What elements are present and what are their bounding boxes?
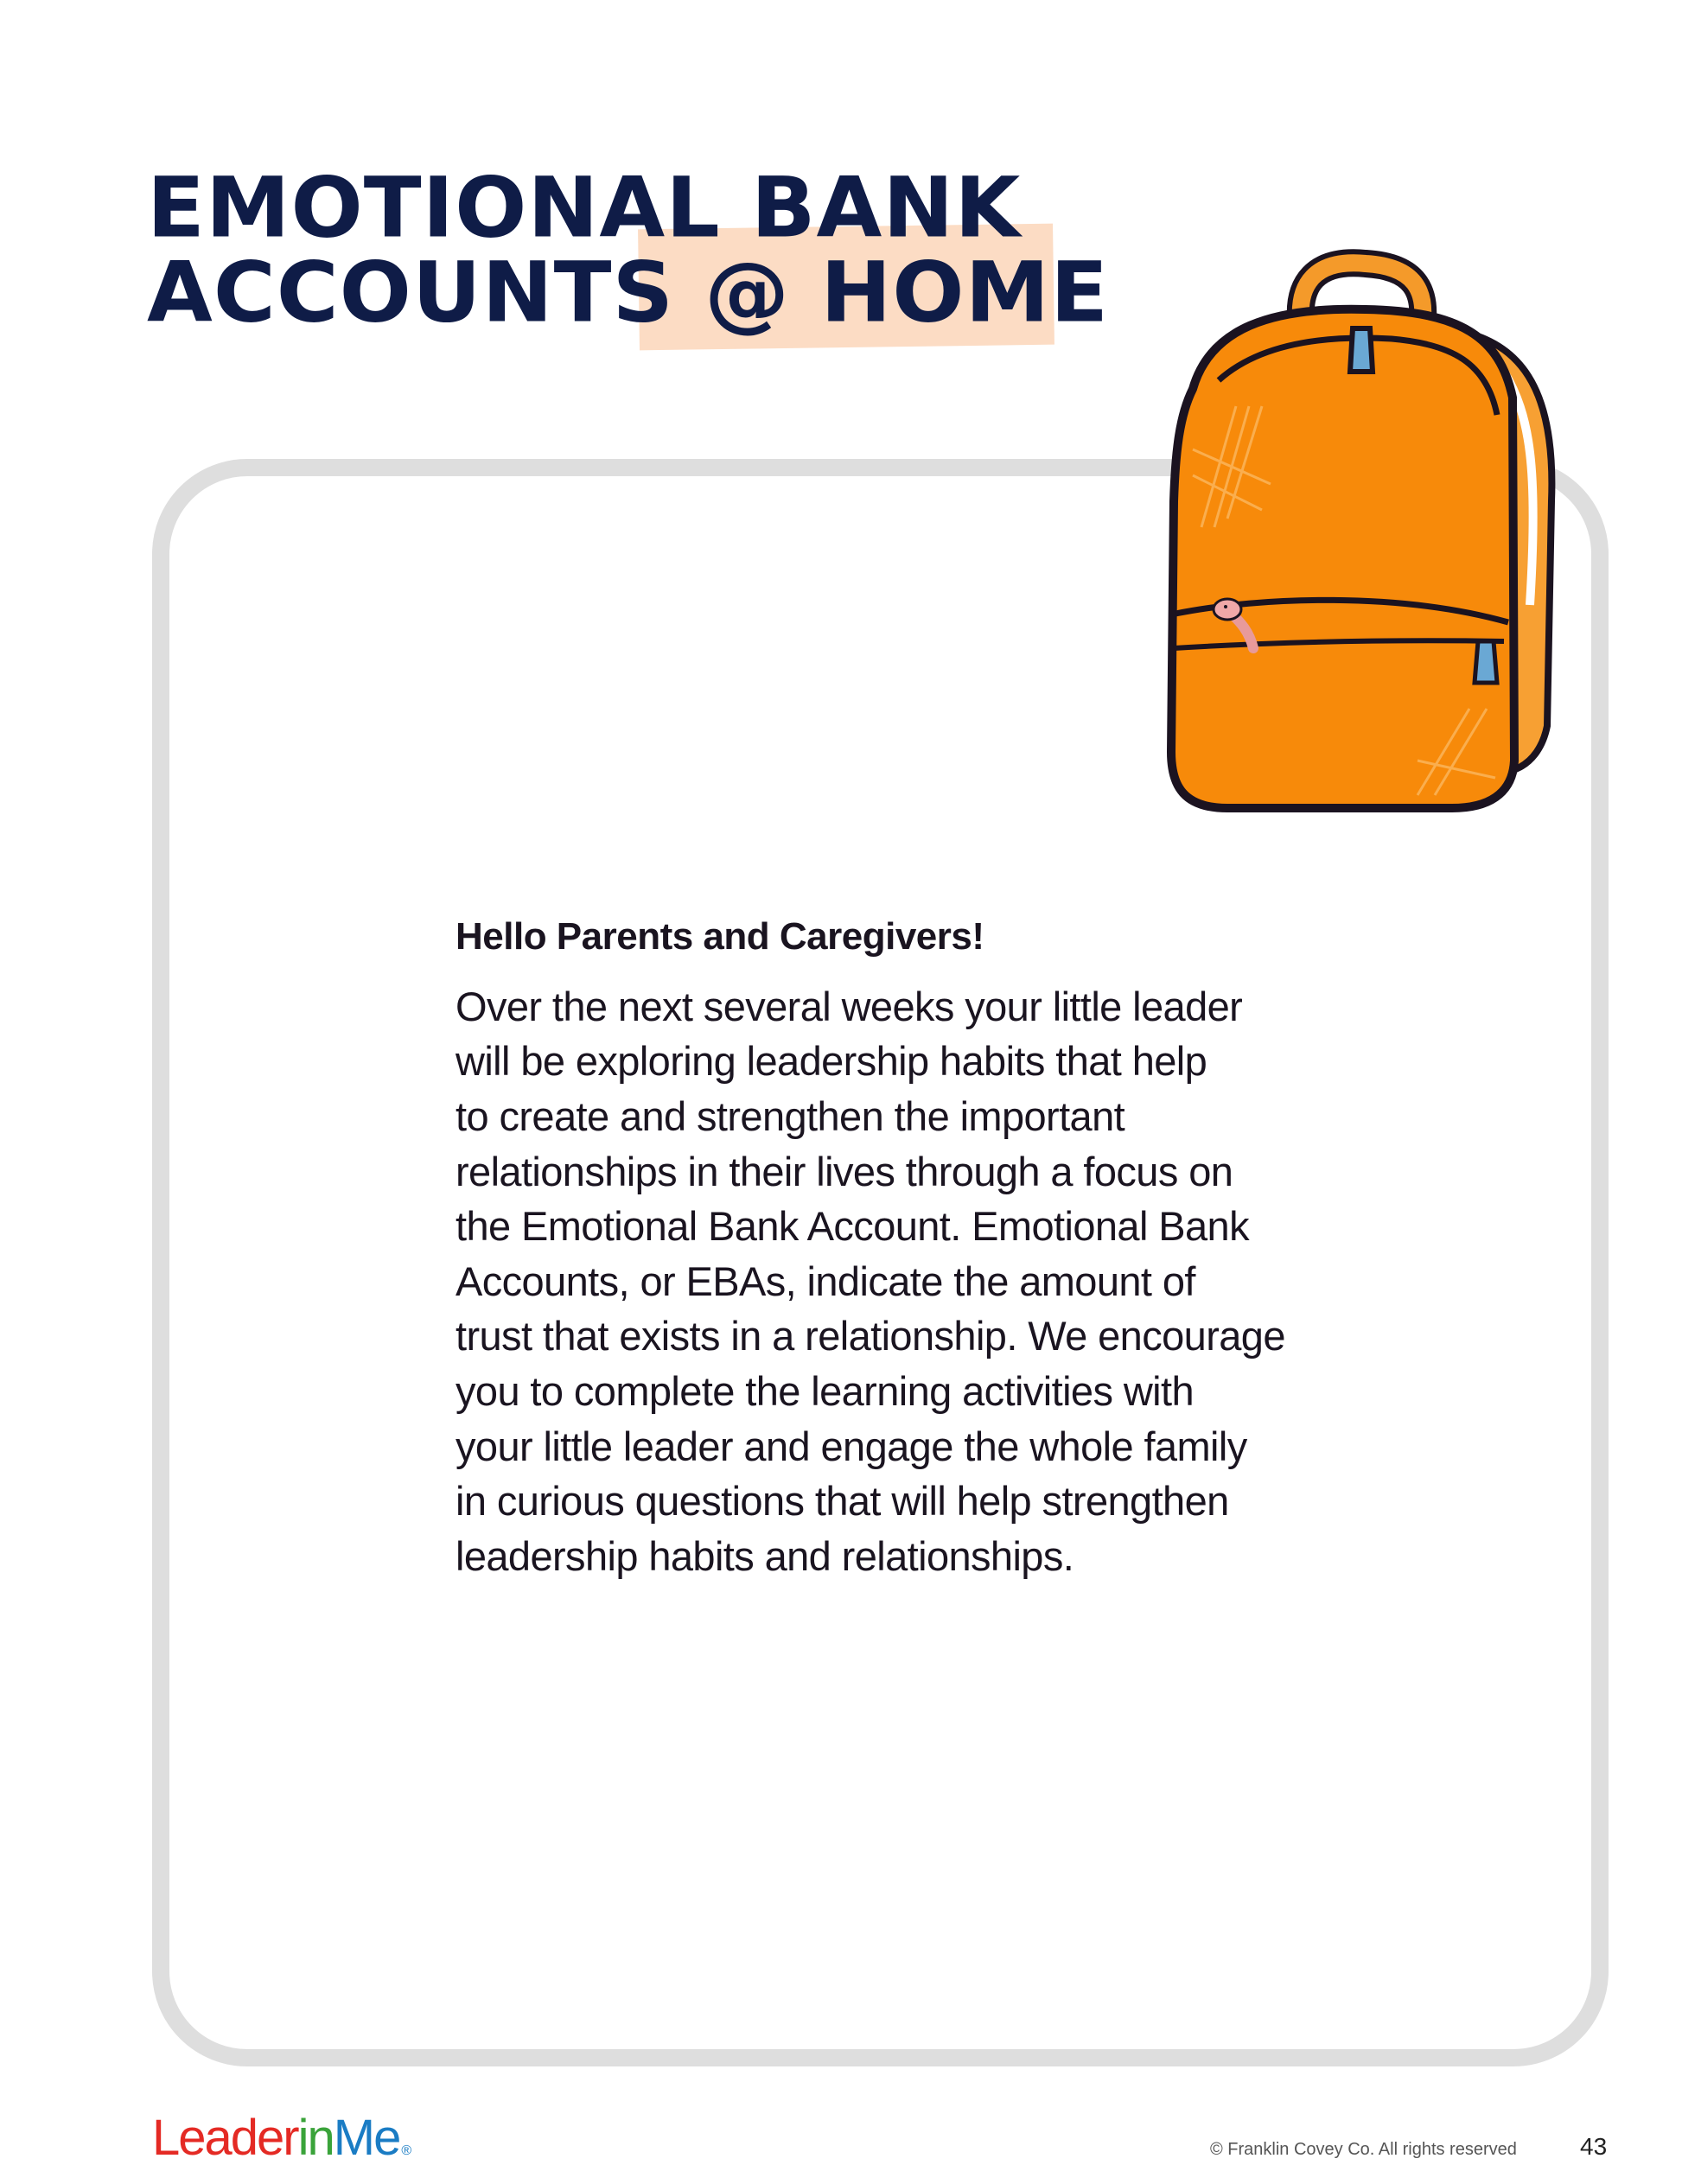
letter-body bbox=[456, 979, 1320, 1584]
logo-leader: Leader bbox=[152, 2110, 298, 2166]
logo-me: Me bbox=[333, 2110, 400, 2166]
body-line: will be exploring leadership habits that help bbox=[456, 1038, 1207, 1085]
body-line: the Emotional Bank Account. Emotional Bank bbox=[456, 1203, 1249, 1250]
body-line: Accounts, or EBAs, indicate the amount of bbox=[456, 1258, 1195, 1304]
title-line-1: EMOTIONAL BANK bbox=[147, 160, 1022, 257]
registered-mark: ® bbox=[401, 2143, 411, 2158]
letter-content bbox=[456, 914, 1320, 1583]
body-line: to create and strengthen the important bbox=[456, 1092, 1125, 1139]
letter-heading: Hello Parents and Caregivers! bbox=[456, 915, 984, 958]
body-line: trust that exists in a relationship. We encourage bbox=[456, 1313, 1285, 1359]
leader-in-me-logo bbox=[152, 2109, 410, 2167]
body-line: relationships in their lives through a focus on bbox=[456, 1148, 1233, 1194]
body-line: in curious questions that will help strengthen bbox=[456, 1478, 1229, 1525]
backpack-illustration-icon bbox=[1158, 242, 1573, 821]
title-line-2: ACCOUNTS @ HOME bbox=[147, 245, 1110, 341]
page-number: 43 bbox=[1580, 2133, 1608, 2160]
logo-in: in bbox=[297, 2110, 334, 2166]
body-line: your little leader and engage the whole family bbox=[456, 1423, 1247, 1469]
body-line: Over the next several weeks your little leader bbox=[456, 983, 1243, 1029]
body-line: you to complete the learning activities with bbox=[456, 1367, 1195, 1414]
copyright-notice: © Franklin Covey Co. All rights reserved bbox=[1210, 2140, 1517, 2159]
body-line: leadership habits and relationships. bbox=[456, 1532, 1074, 1579]
